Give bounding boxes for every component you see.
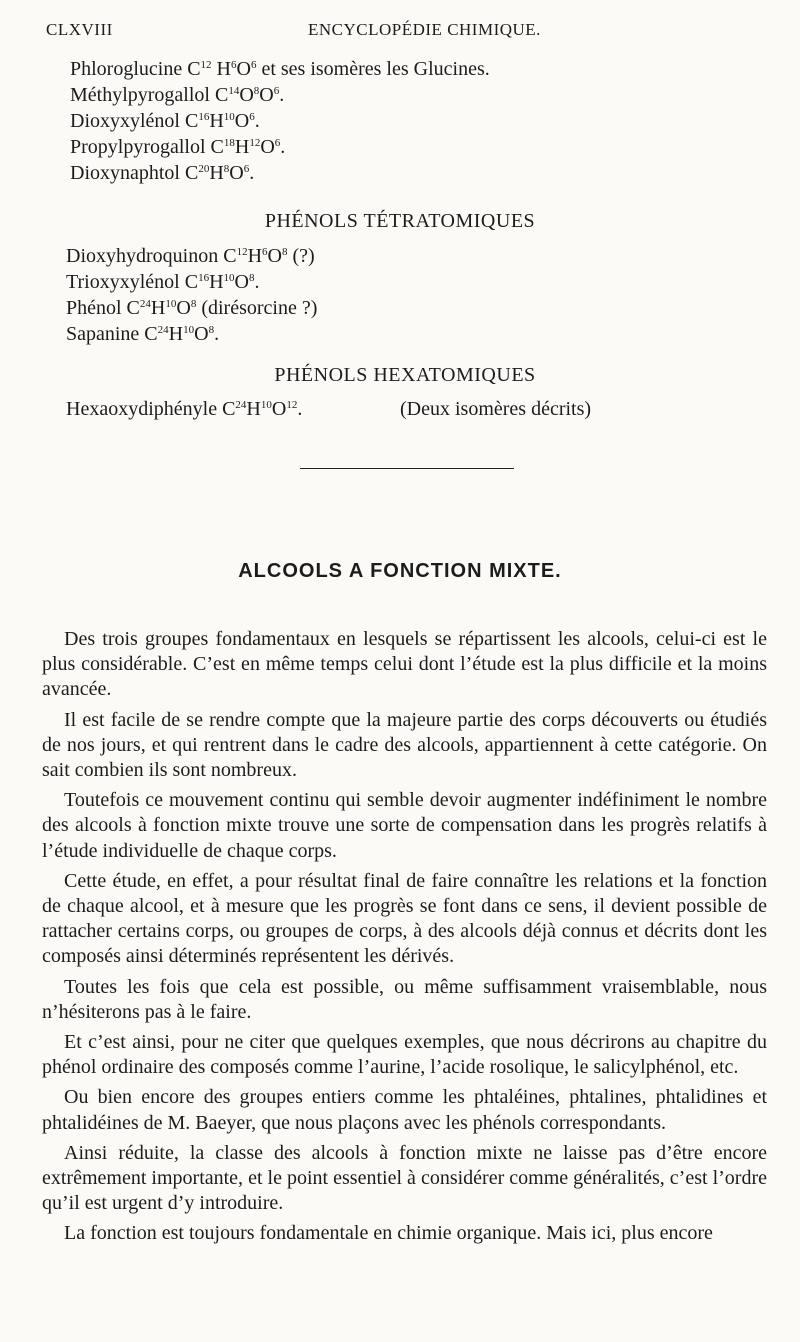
formula-subscript: 6 [274,137,281,149]
formula-subscript: 18 [223,137,235,149]
formula-subscript: 14 [228,85,240,97]
formula-subscript: 8 [208,324,215,336]
formula-text: O [260,136,275,158]
section-heading-hexatomic: PHÉNOLS HEXATOMIQUES [274,364,536,386]
tetratomic-phenol-list [66,243,317,347]
formula-text: O [236,58,251,80]
formula-text: . [249,162,255,184]
formula-subscript: 24 [139,298,151,310]
compound-entry [70,82,490,108]
formula-text: H [211,58,231,80]
formula-subscript: 8 [190,298,197,310]
formula-text: H [168,323,184,345]
formula-text: H [209,271,224,293]
formula-subscript: 10 [223,272,235,284]
compound-name: Hexaoxydiphényle C [66,398,236,420]
formula-subscript: 8 [248,272,255,284]
formula-text: . [279,84,285,106]
formula-subscript: 12 [200,59,212,71]
formula-subscript: 16 [198,272,210,284]
formula-subscript: 6 [273,85,280,97]
hexatomic-note: (Deux isomères décrits) [400,398,592,420]
formula-subscript: 8 [253,85,260,97]
paragraph: Et c’est ainsi, pour ne citer que quelques exemples, que nous décrirons au chapitre du phénol ordinaire des composés comme l’aurine, l’acide rosolique, le salicylphénol, etc. [42,1031,767,1079]
formula-subscript: 8 [281,246,288,258]
formula-text: O [234,110,250,132]
section-divider-rule [300,468,514,469]
compound-name: Trioxyxylénol C [66,271,199,293]
formula-subscript: 6 [231,59,237,71]
compound-entry [66,269,317,295]
formula-text: (?) [287,245,315,267]
paragraph: Des trois groupes fondamentaux en lesquels se répartissent les alcools, celui-ci est le plus considérable. C’est en même temps celui dont l’étude est la plus difficile et la moins avancée. [42,628,767,701]
compound-entry [70,108,490,134]
formula-subscript: 8 [223,163,230,175]
section-heading-tetratomic: PHÉNOLS TÉTRATOMIQUES [264,210,536,232]
paragraph: Il est facile de se rendre compte que la majeure partie des corps découverts ou étudiés de nos jours, et qui rentrent dans le cadre des alcools, appartiennent à cette catégorie. On sait combien ils sont nombreux. [42,708,767,782]
running-header [46,20,766,46]
page-number: CLXVIII [46,20,113,39]
compound-name: Propylpyrogallol C [70,136,224,158]
compound-entry [70,56,490,82]
paragraph: Toutefois ce mouvement continu qui semble devoir augmenter indéfiniment le nombre des alcools à fonction mixte trouve une sorte de compensation dans les progrès relatifs à l’étude individuelle de chaque corps. [42,789,767,862]
formula-subscript: 6 [249,111,255,123]
compound-entry [70,134,490,160]
compound-name: Phloroglucine C [70,58,201,80]
formula-subscript: 6 [243,163,250,175]
compound-name: Sapanine C [66,323,158,345]
formula-text: O [267,245,282,267]
formula-text: H [234,136,250,158]
compound-name: Phénol C [66,297,140,319]
formula-subscript: 10 [165,298,177,310]
hexatomic-compound [66,398,302,420]
formula-text: O [259,84,274,106]
chapter-title: ALCOOLS A FONCTION MIXTE. [238,560,562,582]
paragraph: Toutes les fois que cela est possible, ou même suffisamment vraisemblable, nous n’hésiterons pas à le faire. [42,975,767,1023]
formula-text: O [176,297,191,319]
formula-subscript: 6 [262,246,268,258]
formula-subscript: 12 [236,246,248,258]
compound-name: Dioxyhydroquinon C [66,245,237,267]
compound-entry [70,160,490,186]
formula-text: . [254,271,260,293]
formula-subscript: 12 [249,137,261,149]
formula-text: H [246,398,261,420]
formula-text: H [150,297,166,319]
formula-subscript: 20 [198,163,210,175]
formula-subscript: 10 [260,399,272,411]
formula-text: . [214,323,220,345]
compound-name: Méthylpyrogallol C [70,84,229,106]
compound-name: Dioxyxylénol C [70,110,199,132]
formula-text: H [247,245,263,267]
formula-text: O [194,323,209,345]
formula-subscript: 10 [183,324,195,336]
formula-subscript: 12 [286,399,298,411]
formula-subscript: 24 [235,399,247,411]
paragraph: Ainsi réduite, la classe des alcools à fonction mixte ne laisse pas d’être encore extrêmement importante, et le point essentiel à considérer comme généralités, c’est l’ordre qu’il est urgent d’y introduire. [42,1141,767,1215]
formula-text: . [280,136,286,158]
compound-entry [66,243,317,269]
formula-text: H [209,110,224,132]
formula-subscript: 24 [157,324,169,336]
formula-subscript: 16 [198,111,210,123]
compound-entry [66,321,317,347]
formula-text: O [234,271,249,293]
paragraph: La fonction est toujours fondamentale en chimie organique. Mais ici, plus encore [64,1222,713,1245]
formula-text: . [297,398,303,420]
formula-text: O [229,162,244,184]
formula-text: O [239,84,254,106]
hexatomic-entry [66,398,606,421]
compound-entry [66,295,317,321]
paragraph: Ou bien encore des groupes entiers comme les phtaléines, phtalines, phtalidines et phtalidéines de M. Baeyer, que nous plaçons avec les phénols correspondants. [42,1086,767,1134]
paragraph: Cette étude, en effet, a pour résultat final de faire connaître les relations et la fonction de chaque alcool, et à mesure que les progrès se font dans ce sens, il devient possible de rattacher certains corps, ou groupes de corps, à des alcools déjà connus et décrits dont les composés ainsi déterminés représentent les dérivés. [42,869,767,968]
body-text [42,627,767,1252]
formula-text: (dirésorcine ?) [196,297,318,319]
formula-text: O [271,398,287,420]
formula-text: H [209,162,224,184]
formula-text: . [254,110,260,132]
compound-name: Dioxynaphtol C [70,162,199,184]
formula-subscript: 6 [250,59,257,71]
trivalent-phenol-list [70,56,490,186]
formula-subscript: 10 [223,111,235,123]
formula-text: et ses isomères les Glucines. [256,58,490,80]
running-title: ENCYCLOPÉDIE CHIMIQUE. [308,20,541,39]
